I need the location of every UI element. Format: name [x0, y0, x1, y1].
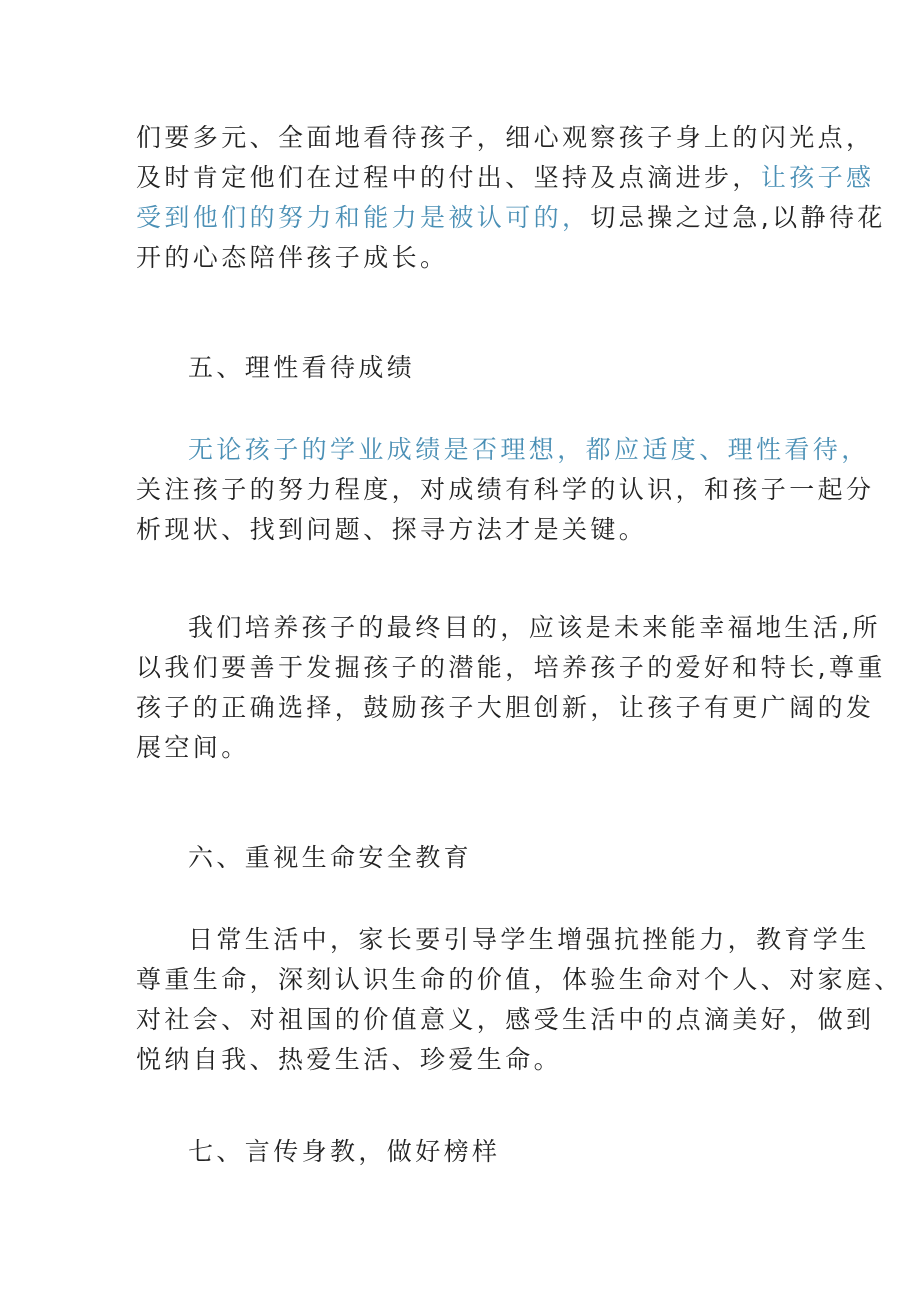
body-text: 析现状、找到问题、探寻方法才是关键。	[136, 515, 648, 544]
paragraph-line	[136, 510, 796, 550]
paragraph-continued	[136, 118, 886, 278]
body-text: 展空间。	[136, 733, 250, 762]
body-text: 开的心态陪伴孩子成长。	[136, 243, 449, 272]
highlighted-text: 无论孩子的学业成绩是否理想，都应适度、理性看待，	[188, 435, 870, 464]
body-text: 尊重生命，深刻认识生命的价值，体验生命对个人、对家庭、	[136, 965, 903, 994]
heading-text: 六、重视生命安全教育	[188, 843, 473, 872]
heading-text: 五、理性看待成绩	[188, 353, 416, 382]
body-text: 们要多元、全面地看待孩子，细心观察孩子身上的闪光点，	[136, 123, 875, 152]
section-heading-6	[136, 838, 796, 878]
paragraph-line	[136, 118, 875, 158]
highlighted-text: 受到他们的努力和能力是被认可的，	[136, 203, 591, 232]
paragraph-line	[136, 470, 875, 510]
body-text: 悦纳自我、热爱生活、珍爱生命。	[136, 1045, 563, 1074]
paragraph-line	[136, 430, 870, 470]
body-text: 及时肯定他们在过程中的付出、坚持及点滴进步，	[136, 163, 761, 192]
paragraph-goal	[136, 608, 886, 768]
paragraph-line	[136, 960, 903, 1000]
body-text: 以我们要善于发掘孩子的潜能，培养孩子的爱好和特长,尊重	[136, 653, 886, 682]
section-heading-5	[136, 348, 796, 388]
body-text: 日常生活中，家长要引导学生增强抗挫能力，教育学生	[188, 925, 870, 954]
paragraph-line	[136, 608, 881, 648]
paragraph-line	[136, 648, 886, 688]
paragraph-line	[136, 1000, 875, 1040]
heading-text: 七、言传身教，做好榜样	[188, 1137, 501, 1166]
paragraph-line	[136, 728, 796, 768]
body-text: 对社会、对祖国的价值意义，感受生活中的点滴美好，做到	[136, 1005, 875, 1034]
paragraph-line	[136, 1040, 796, 1080]
body-text: 孩子的正确选择，鼓励孩子大胆创新，让孩子有更广阔的发	[136, 693, 875, 722]
body-text: 切忌操之过急,以静待花	[590, 203, 886, 232]
body-text: 我们培养孩子的最终目的，应该是未来能幸福地生活,所	[188, 613, 881, 642]
paragraph-line	[136, 198, 886, 238]
paragraph-safety	[136, 920, 903, 1080]
paragraph-line	[136, 688, 875, 728]
paragraph-line	[136, 158, 875, 198]
body-text: 关注孩子的努力程度，对成绩有科学的认识，和孩子一起分	[136, 475, 875, 504]
paragraph-grades	[136, 430, 875, 550]
paragraph-line	[136, 238, 796, 278]
paragraph-line	[136, 920, 870, 960]
highlighted-text: 让孩子感	[760, 163, 875, 192]
section-heading-7	[136, 1132, 796, 1172]
